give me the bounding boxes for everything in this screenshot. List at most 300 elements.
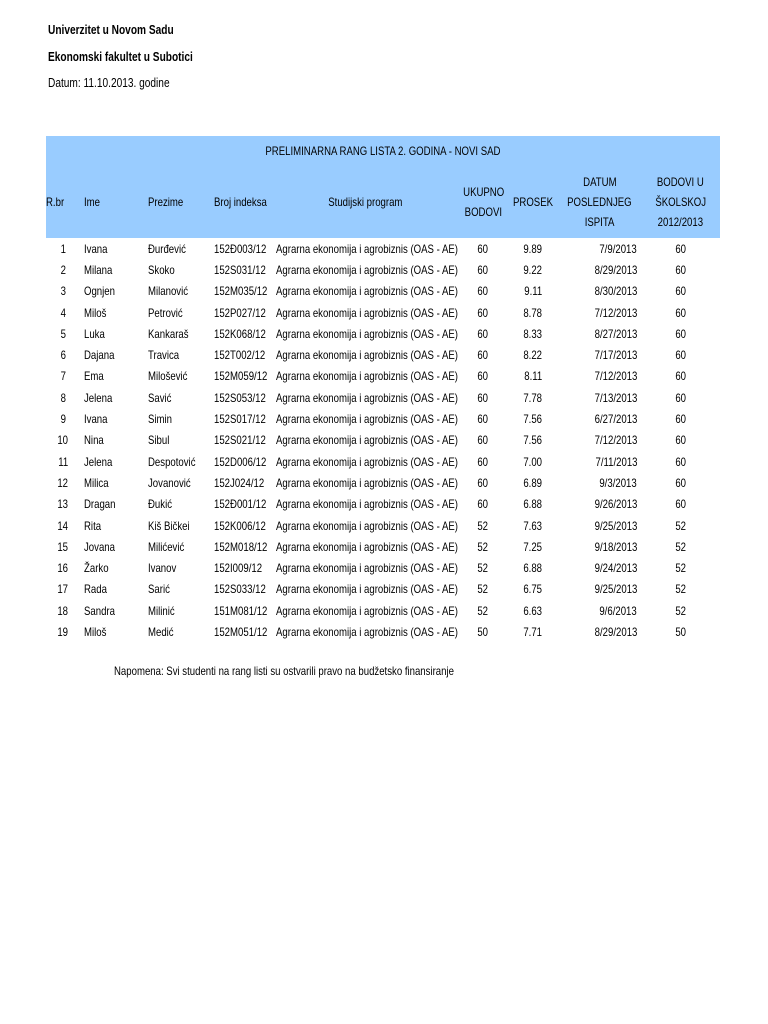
cell-indeks	[210, 579, 272, 600]
cell-bodovi-text: 52	[675, 539, 686, 554]
cell-rbr	[46, 494, 80, 515]
cell-ime-text: Nina	[84, 433, 104, 448]
cell-ukupno-text: 50	[477, 624, 489, 639]
cell-prezime	[144, 515, 210, 536]
cell-program-text: Agrarna ekonomija i agrobiznis (OAS - AE)	[276, 624, 458, 639]
cell-datum-text: 9/18/2013	[594, 539, 637, 554]
cell-ime	[80, 366, 144, 387]
cell-datum-text: 7/12/2013	[594, 433, 637, 448]
cell-indeks-text: 152S021/12	[214, 433, 266, 448]
cell-indeks-text: 152Đ003/12	[214, 241, 267, 256]
cell-program	[272, 408, 458, 429]
cell-ukupno-text: 60	[477, 412, 489, 427]
cell-rbr	[46, 430, 80, 451]
cell-ime	[80, 387, 144, 408]
cell-datum	[558, 515, 641, 536]
cell-indeks	[210, 430, 272, 451]
cell-program	[272, 238, 458, 259]
cell-program-text: Agrarna ekonomija i agrobiznis (OAS - AE)	[276, 433, 458, 448]
cell-datum-text: 7/9/2013	[599, 241, 637, 256]
cell-rbr-text: 2	[60, 262, 66, 277]
cell-prosek	[508, 430, 558, 451]
cell-rbr	[46, 238, 80, 259]
cell-datum	[558, 494, 641, 515]
cell-prosek	[508, 323, 558, 344]
table-row	[46, 515, 720, 536]
cell-program-text: Agrarna ekonomija i agrobiznis (OAS - AE)	[276, 603, 458, 618]
col-header-ime	[80, 166, 144, 238]
cell-rbr	[46, 259, 80, 280]
cell-ime	[80, 238, 144, 259]
cell-prosek-text: 9.22	[523, 262, 543, 277]
cell-indeks-text: 152M035/12	[214, 284, 268, 299]
cell-bodovi	[641, 430, 720, 451]
cell-program	[272, 430, 458, 451]
cell-rbr-text: 9	[60, 412, 66, 427]
cell-prezime-text: Đurđević	[148, 241, 186, 256]
col-header-ukupno	[458, 166, 508, 238]
col-header-ukupno-line2: BODOVI	[464, 205, 502, 219]
cell-indeks	[210, 600, 272, 621]
cell-rbr-text: 18	[57, 603, 69, 618]
cell-ukupno-text: 60	[477, 454, 489, 469]
document-date: Datum: 11.10.2013. godine	[48, 75, 170, 90]
cell-prezime-text: Kankaraš	[148, 326, 189, 341]
cell-ime-text: Jelena	[84, 454, 113, 469]
cell-ukupno	[458, 621, 508, 642]
cell-prosek-text: 7.71	[523, 624, 543, 639]
table-header	[46, 136, 720, 238]
cell-program	[272, 472, 458, 493]
cell-prezime-text: Milošević	[148, 369, 188, 384]
cell-ukupno-text: 60	[477, 262, 489, 277]
cell-prezime-text: Savić	[148, 390, 172, 405]
cell-datum	[558, 259, 641, 280]
cell-prezime-text: Milićević	[148, 539, 185, 554]
cell-ukupno	[458, 430, 508, 451]
cell-rbr-text: 5	[60, 326, 66, 341]
cell-program	[272, 451, 458, 472]
cell-bodovi	[641, 515, 720, 536]
cell-program-text: Agrarna ekonomija i agrobiznis (OAS - AE)	[276, 369, 458, 384]
table-row	[46, 387, 720, 408]
cell-bodovi-text: 60	[675, 262, 686, 277]
cell-ukupno	[458, 557, 508, 578]
cell-rbr	[46, 600, 80, 621]
ranking-table	[46, 136, 720, 643]
cell-prezime-text: Ivanov	[148, 561, 177, 576]
cell-indeks	[210, 387, 272, 408]
cell-ukupno	[458, 366, 508, 387]
cell-prezime-text: Đukić	[148, 497, 173, 512]
cell-prosek-text: 8.11	[524, 369, 542, 384]
cell-rbr	[46, 387, 80, 408]
cell-prosek-text: 6.88	[523, 561, 543, 576]
cell-datum-text: 8/29/2013	[594, 262, 637, 277]
cell-rbr	[46, 515, 80, 536]
cell-ime	[80, 259, 144, 280]
cell-datum	[558, 536, 641, 557]
cell-rbr-text: 3	[60, 284, 66, 299]
cell-datum	[558, 557, 641, 578]
cell-prosek	[508, 600, 558, 621]
cell-rbr	[46, 621, 80, 642]
col-header-bodovi-line3: 2012/2013	[657, 215, 704, 229]
table-row	[46, 536, 720, 557]
cell-indeks	[210, 557, 272, 578]
cell-ime	[80, 515, 144, 536]
col-header-datum-line3: ISPITA	[584, 215, 615, 229]
cell-datum-text: 7/12/2013	[594, 369, 637, 384]
col-header-bodovi-line2: ŠKOLSKOJ	[655, 195, 706, 209]
cell-ime	[80, 344, 144, 365]
cell-ukupno	[458, 302, 508, 323]
cell-datum-text: 7/17/2013	[594, 348, 637, 363]
cell-prosek-text: 7.00	[523, 454, 543, 469]
col-header-bodovi	[641, 166, 720, 238]
cell-indeks	[210, 259, 272, 280]
cell-prosek-text: 8.78	[523, 305, 543, 320]
cell-prosek-text: 7.78	[523, 390, 543, 405]
cell-prezime	[144, 451, 210, 472]
cell-ime-text: Ema	[84, 369, 104, 384]
cell-ukupno-text: 60	[477, 326, 489, 341]
cell-program-text: Agrarna ekonomija i agrobiznis (OAS - AE)	[276, 305, 458, 320]
cell-prosek-text: 8.33	[523, 326, 543, 341]
col-header-rbr	[46, 166, 80, 238]
cell-bodovi-text: 52	[675, 603, 686, 618]
cell-prezime-text: Despotović	[148, 454, 196, 469]
cell-ukupno-text: 60	[477, 497, 489, 512]
cell-prosek-text: 9.11	[524, 284, 542, 299]
cell-ime	[80, 408, 144, 429]
cell-bodovi	[641, 472, 720, 493]
cell-bodovi	[641, 387, 720, 408]
cell-rbr	[46, 579, 80, 600]
cell-prezime	[144, 281, 210, 302]
cell-rbr-text: 17	[57, 582, 69, 597]
cell-datum	[558, 302, 641, 323]
cell-program	[272, 323, 458, 344]
cell-prosek	[508, 579, 558, 600]
cell-indeks-text: 152P027/12	[214, 305, 266, 320]
cell-prezime-text: Petrović	[148, 305, 183, 320]
cell-prezime	[144, 600, 210, 621]
cell-ime	[80, 600, 144, 621]
col-header-prosek-label: PROSEK	[513, 195, 554, 209]
cell-program-text: Agrarna ekonomija i agrobiznis (OAS - AE)	[276, 582, 458, 597]
col-header-datum-line2: POSLEDNJEG	[567, 195, 632, 209]
cell-indeks-text: 152T002/12	[214, 348, 266, 363]
cell-datum	[558, 451, 641, 472]
cell-prosek-text: 9.89	[523, 241, 543, 256]
cell-indeks	[210, 366, 272, 387]
cell-ukupno	[458, 472, 508, 493]
cell-program-text: Agrarna ekonomija i agrobiznis (OAS - AE)	[276, 262, 458, 277]
cell-datum-text: 8/27/2013	[594, 326, 637, 341]
cell-datum-text: 6/27/2013	[594, 412, 637, 427]
cell-bodovi	[641, 579, 720, 600]
cell-bodovi-text: 60	[675, 497, 686, 512]
cell-program-text: Agrarna ekonomija i agrobiznis (OAS - AE)	[276, 412, 458, 427]
cell-ime-text: Rada	[84, 582, 107, 597]
cell-prezime-text: Milinić	[148, 603, 175, 618]
cell-indeks-text: 152K006/12	[214, 518, 266, 533]
cell-prosek	[508, 536, 558, 557]
cell-program	[272, 536, 458, 557]
cell-ukupno-text: 60	[477, 369, 489, 384]
cell-rbr	[46, 408, 80, 429]
cell-ime-text: Ivana	[84, 412, 108, 427]
cell-rbr-text: 11	[58, 454, 68, 469]
cell-indeks-text: 152D006/12	[214, 454, 267, 469]
cell-bodovi	[641, 557, 720, 578]
cell-ukupno-text: 60	[477, 284, 489, 299]
cell-bodovi-text: 60	[675, 369, 686, 384]
cell-datum-text: 9/25/2013	[594, 518, 637, 533]
cell-rbr	[46, 323, 80, 344]
cell-rbr-text: 6	[60, 348, 66, 363]
cell-prosek-text: 6.88	[523, 497, 543, 512]
cell-rbr-text: 1	[60, 241, 66, 256]
cell-prosek-text: 6.63	[523, 603, 543, 618]
cell-prezime	[144, 344, 210, 365]
cell-ukupno-text: 52	[477, 518, 489, 533]
cell-ukupno	[458, 344, 508, 365]
table-row	[46, 344, 720, 365]
cell-datum-text: 9/26/2013	[594, 497, 637, 512]
cell-program	[272, 366, 458, 387]
table-title: PRELIMINARNA RANG LISTA 2. GODINA - NOVI SAD	[265, 144, 501, 158]
cell-datum	[558, 344, 641, 365]
cell-prezime-text: Medić	[148, 624, 174, 639]
cell-ukupno	[458, 238, 508, 259]
cell-indeks-text: 152J024/12	[214, 475, 265, 490]
cell-bodovi	[641, 600, 720, 621]
cell-datum-text: 8/29/2013	[594, 624, 637, 639]
cell-prosek	[508, 621, 558, 642]
cell-indeks	[210, 281, 272, 302]
cell-bodovi-text: 52	[675, 561, 686, 576]
cell-indeks	[210, 344, 272, 365]
cell-prezime	[144, 494, 210, 515]
cell-datum	[558, 323, 641, 344]
cell-prezime	[144, 387, 210, 408]
cell-prezime-text: Sibul	[148, 433, 170, 448]
cell-bodovi	[641, 302, 720, 323]
cell-rbr-text: 14	[57, 518, 69, 533]
cell-indeks-text: 152S017/12	[214, 412, 266, 427]
cell-indeks	[210, 536, 272, 557]
table-row	[46, 302, 720, 323]
cell-ime	[80, 494, 144, 515]
cell-rbr-text: 8	[60, 390, 66, 405]
cell-ukupno	[458, 451, 508, 472]
cell-ukupno	[458, 536, 508, 557]
cell-prosek	[508, 557, 558, 578]
cell-rbr	[46, 472, 80, 493]
cell-program-text: Agrarna ekonomija i agrobiznis (OAS - AE)	[276, 284, 458, 299]
cell-bodovi-text: 52	[675, 518, 686, 533]
cell-ime-text: Dragan	[84, 497, 116, 512]
cell-indeks-text: 152S053/12	[214, 390, 266, 405]
cell-prezime	[144, 323, 210, 344]
cell-prosek-text: 7.25	[523, 539, 543, 554]
cell-ukupno-text: 52	[477, 539, 489, 554]
col-header-program-label: Studijski program	[327, 195, 403, 209]
cell-ukupno	[458, 281, 508, 302]
cell-ukupno	[458, 323, 508, 344]
cell-ime	[80, 472, 144, 493]
col-header-prosek	[508, 166, 558, 238]
cell-program-text: Agrarna ekonomija i agrobiznis (OAS - AE)	[276, 539, 458, 554]
table-row	[46, 430, 720, 451]
cell-ime-text: Miloš	[84, 305, 107, 320]
cell-bodovi	[641, 238, 720, 259]
cell-indeks-text: 151M081/12	[214, 603, 268, 618]
cell-ime-text: Milana	[84, 262, 113, 277]
cell-prezime	[144, 408, 210, 429]
cell-ime-text: Sandra	[84, 603, 115, 618]
cell-datum-text: 9/6/2013	[599, 603, 637, 618]
cell-prezime-text: Milanović	[148, 284, 189, 299]
cell-ime-text: Ognjen	[84, 284, 115, 299]
cell-datum	[558, 621, 641, 642]
cell-program-text: Agrarna ekonomija i agrobiznis (OAS - AE)	[276, 475, 458, 490]
cell-prezime	[144, 259, 210, 280]
cell-datum-text: 7/12/2013	[594, 305, 637, 320]
cell-prosek-text: 7.56	[523, 433, 543, 448]
cell-datum	[558, 281, 641, 302]
cell-indeks	[210, 472, 272, 493]
cell-rbr-text: 16	[57, 561, 69, 576]
cell-ukupno-text: 60	[477, 348, 489, 363]
cell-ukupno-text: 52	[477, 603, 489, 618]
cell-prosek	[508, 515, 558, 536]
cell-indeks	[210, 494, 272, 515]
cell-prezime	[144, 472, 210, 493]
cell-ukupno	[458, 579, 508, 600]
cell-bodovi	[641, 621, 720, 642]
cell-program	[272, 621, 458, 642]
cell-bodovi	[641, 408, 720, 429]
cell-program	[272, 281, 458, 302]
col-header-prezime	[144, 166, 210, 238]
cell-program	[272, 259, 458, 280]
cell-ukupno-text: 60	[477, 433, 489, 448]
cell-bodovi-text: 60	[675, 390, 686, 405]
cell-indeks	[210, 302, 272, 323]
cell-prosek-text: 6.89	[523, 475, 543, 490]
table-row	[46, 238, 720, 259]
cell-ime-text: Ivana	[84, 241, 108, 256]
cell-indeks-text: 152I009/12	[214, 561, 263, 576]
cell-bodovi-text: 60	[675, 326, 686, 341]
cell-rbr-text: 13	[57, 497, 69, 512]
cell-indeks-text: 152Đ001/12	[214, 497, 267, 512]
col-header-bodovi-line1: BODOVI U	[657, 175, 705, 189]
cell-program-text: Agrarna ekonomija i agrobiznis (OAS - AE)	[276, 241, 458, 256]
cell-program	[272, 579, 458, 600]
cell-ukupno	[458, 515, 508, 536]
col-header-indeks	[210, 166, 272, 238]
cell-datum-text: 9/25/2013	[594, 582, 637, 597]
cell-prosek-text: 7.63	[523, 518, 543, 533]
col-header-prezime-label: Prezime	[148, 195, 184, 209]
cell-program	[272, 557, 458, 578]
cell-bodovi	[641, 281, 720, 302]
cell-program-text: Agrarna ekonomija i agrobiznis (OAS - AE)	[276, 497, 458, 512]
cell-prosek	[508, 408, 558, 429]
cell-bodovi	[641, 344, 720, 365]
cell-prezime-text: Jovanović	[148, 475, 191, 490]
cell-bodovi-text: 60	[675, 433, 686, 448]
cell-program	[272, 600, 458, 621]
cell-rbr	[46, 344, 80, 365]
cell-prosek	[508, 344, 558, 365]
cell-prosek	[508, 302, 558, 323]
col-header-datum	[558, 166, 641, 238]
col-header-program	[272, 166, 458, 238]
cell-prosek	[508, 494, 558, 515]
cell-ukupno-text: 60	[477, 390, 489, 405]
cell-program-text: Agrarna ekonomija i agrobiznis (OAS - AE)	[276, 454, 458, 469]
cell-prosek	[508, 259, 558, 280]
cell-bodovi	[641, 494, 720, 515]
cell-prosek	[508, 238, 558, 259]
cell-ime	[80, 536, 144, 557]
cell-indeks	[210, 451, 272, 472]
cell-bodovi-text: 50	[675, 624, 686, 639]
cell-ime	[80, 579, 144, 600]
table-row	[46, 259, 720, 280]
cell-rbr-text: 4	[60, 305, 66, 320]
cell-ukupno	[458, 408, 508, 429]
cell-ukupno	[458, 387, 508, 408]
table-row	[46, 408, 720, 429]
cell-ukupno	[458, 259, 508, 280]
cell-indeks	[210, 515, 272, 536]
cell-prosek	[508, 366, 558, 387]
cell-program-text: Agrarna ekonomija i agrobiznis (OAS - AE)	[276, 518, 458, 533]
cell-ime	[80, 323, 144, 344]
cell-ime-text: Rita	[84, 518, 102, 533]
cell-prosek-text: 8.22	[523, 348, 543, 363]
cell-ukupno-text: 60	[477, 241, 489, 256]
cell-indeks	[210, 323, 272, 344]
cell-prosek	[508, 451, 558, 472]
cell-ime-text: Jelena	[84, 390, 113, 405]
cell-bodovi-text: 60	[675, 454, 686, 469]
table-row	[46, 579, 720, 600]
cell-prezime-text: Travica	[148, 348, 180, 363]
cell-bodovi	[641, 536, 720, 557]
cell-rbr	[46, 536, 80, 557]
cell-prosek-text: 7.56	[523, 412, 543, 427]
cell-rbr-text: 19	[57, 624, 69, 639]
cell-ime	[80, 451, 144, 472]
cell-program-text: Agrarna ekonomija i agrobiznis (OAS - AE)	[276, 326, 458, 341]
cell-datum-text: 7/11/2013	[595, 454, 637, 469]
cell-bodovi	[641, 259, 720, 280]
cell-indeks	[210, 621, 272, 642]
cell-prosek	[508, 472, 558, 493]
cell-prezime-text: Skoko	[148, 262, 175, 277]
cell-datum	[558, 579, 641, 600]
cell-ukupno-text: 52	[477, 582, 489, 597]
table-row	[46, 600, 720, 621]
cell-datum	[558, 366, 641, 387]
